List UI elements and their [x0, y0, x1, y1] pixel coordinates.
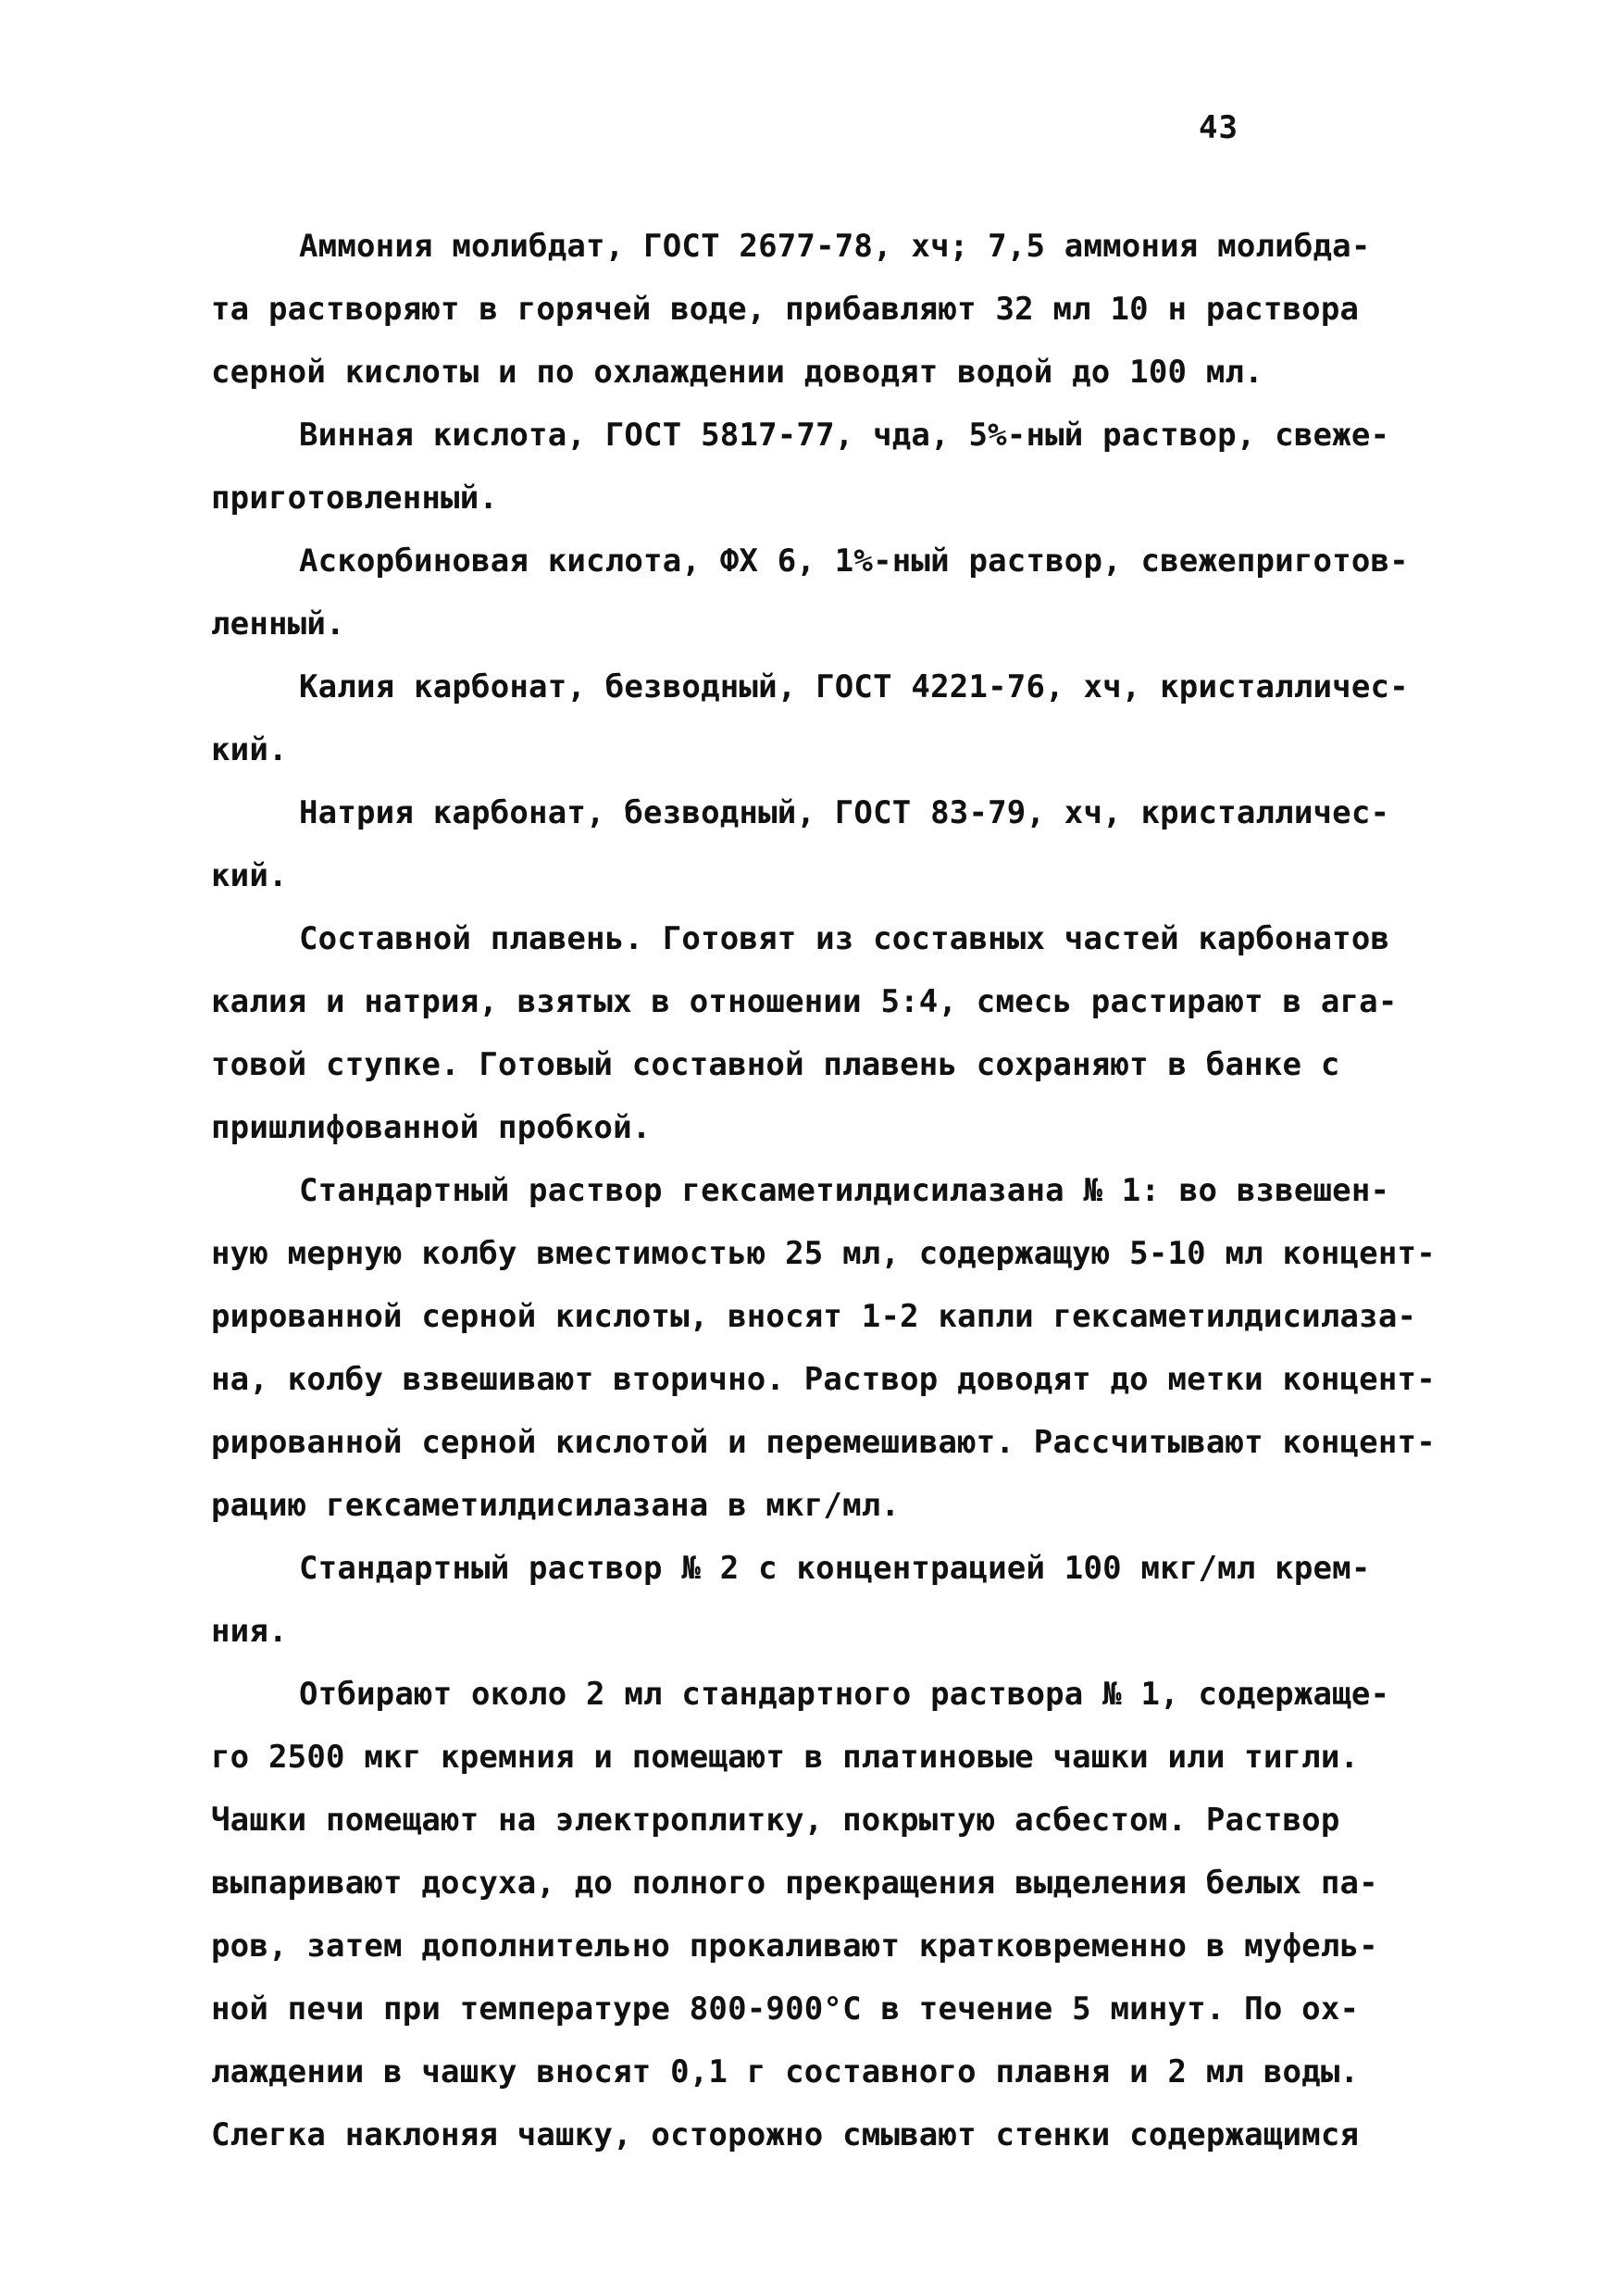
text-line: выпаривают досуха, до полного прекращения выделения белых па-: [211, 1865, 1378, 1902]
text-line: ленный.: [211, 605, 345, 643]
text-line: ния.: [211, 1613, 288, 1650]
text-line: Натрия карбонат, безводный, ГОСТ 83-79, хч, кристалличес-: [299, 794, 1390, 831]
text-line: рированной серной кислоты, вносят 1-2 капли гексаметилдисилаза-: [211, 1298, 1417, 1335]
paragraph-composite-flux: [211, 907, 1424, 1159]
document-body: [211, 215, 1436, 2166]
paragraph-sodium-carbonate: [211, 781, 1424, 907]
text-line: Аскорбиновая кислота, ФХ 6, 1%-ный раствор, свежеприготов-: [299, 543, 1409, 580]
paragraph-standard-solution-2: [211, 1537, 1424, 1663]
text-line: Слегка наклоняя чашку, осторожно смывают стенки содержащимся: [211, 2116, 1360, 2153]
paragraph-standard-solution-1: [211, 1159, 1436, 1537]
text-line: Винная кислота, ГОСТ 5817-77, чда, 5%-ный раствор, свеже-: [299, 417, 1390, 454]
text-line: Чашки помещают на электроплитку, покрытую асбестом. Раствор: [211, 1802, 1340, 1839]
text-line: серной кислоты и по охлаждении доводят водой до 100 мл.: [211, 354, 1263, 391]
text-line: Составной плавень. Готовят из составных частей карбонатов: [299, 920, 1390, 957]
text-line: товой ступке. Готовый составной плавень сохраняют в банке с: [211, 1046, 1340, 1083]
paragraph-ammonium-molybdate: [211, 215, 1424, 404]
text-line: рацию гексаметилдисилазана в мкг/мл.: [211, 1487, 901, 1524]
text-line: го 2500 мкг кремния и помещают в платиновые чашки или тигли.: [211, 1739, 1360, 1776]
text-line: приготовленный.: [211, 480, 499, 517]
text-line: пришлифованной пробкой.: [211, 1109, 652, 1146]
text-line: на, колбу взвешивают вторично. Раствор доводят до метки концент-: [211, 1361, 1436, 1398]
text-line: Аммония молибдат, ГОСТ 2677-78, хч; 7,5 аммония молибда-: [299, 228, 1371, 265]
text-line: Отбирают около 2 мл стандартного раствора № 1, содержаще-: [299, 1676, 1390, 1713]
paragraph-tartaric-acid: [211, 404, 1424, 530]
text-line: рированной серной кислотой и перемешивают. Рассчитывают концент-: [211, 1424, 1436, 1461]
paragraph-ascorbic-acid: [211, 530, 1424, 655]
text-line: Стандартный раствор гексаметилдисилазана № 1: во взвешен-: [299, 1172, 1390, 1209]
text-line: Стандартный раствор № 2 с концентрацией 100 мкг/мл крем-: [299, 1550, 1371, 1587]
paragraph-potassium-carbonate: [211, 655, 1424, 781]
text-line: ную мерную колбу вместимостью 25 мл, содержащую 5-10 мл концент-: [211, 1235, 1436, 1272]
text-line: Калия карбонат, безводный, ГОСТ 4221-76, хч, кристалличес-: [299, 668, 1409, 705]
text-line: ров, затем дополнительно прокаливают кратковременно в муфель-: [211, 1928, 1378, 1965]
text-line: кий.: [211, 857, 288, 894]
paragraph-procedure: [211, 1663, 1424, 2166]
text-line: кий.: [211, 731, 288, 768]
text-line: лаждении в чашку вносят 0,1 г составного плавня и 2 мл воды.: [211, 2053, 1360, 2090]
text-line: ной печи при температуре 800-900°С в течение 5 минут. По ох-: [211, 1990, 1360, 2028]
text-line: та растворяют в горячей воде, прибавляют 32 мл 10 н раствора: [211, 291, 1360, 328]
text-line: калия и натрия, взятых в отношении 5:4, смесь растирают в ага-: [211, 983, 1398, 1020]
page-number: 43: [1199, 109, 1238, 146]
